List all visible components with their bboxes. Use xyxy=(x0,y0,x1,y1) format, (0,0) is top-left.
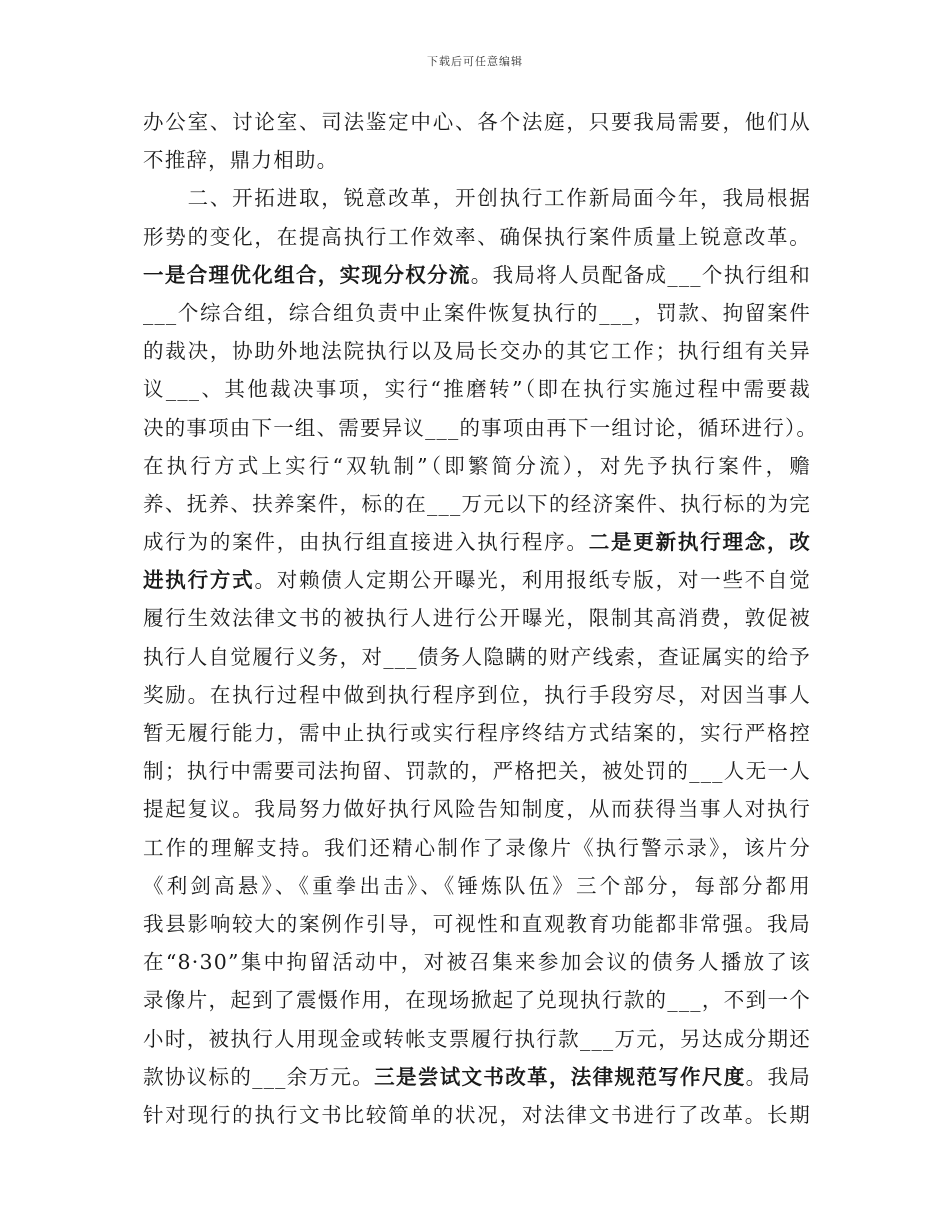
body-text-run: 履行生效法律文书的被执行人进行公开曝光，限制其高消费，敦促被 xyxy=(143,606,811,631)
text-line xyxy=(143,1058,811,1096)
body-text-run: 《利剑高悬》、《重拳出击》、《锤炼队伍》三个部分，每部分都用 xyxy=(143,873,811,898)
text-line xyxy=(143,905,811,943)
text-line xyxy=(143,1020,811,1058)
body-text-run: 在“8·30”集中拘留活动中，对被召集来参加会议的债务人播放了该 xyxy=(143,950,811,975)
text-line xyxy=(143,867,811,905)
body-text-run: 不推辞，鼎力相助。 xyxy=(143,148,339,173)
text-line xyxy=(143,1096,811,1134)
text-line xyxy=(143,599,811,637)
bold-heading-text: 二是更新执行理念，改 xyxy=(588,530,812,555)
body-text-run: 制；执行中需要司法拘留、罚款的，严格把关，被处罚的___人无一人 xyxy=(143,759,811,784)
body-text-run: 决的事项由下一组、需要异议___的事项由再下一组讨论，循环进行）。 xyxy=(143,415,819,440)
body-text-run: 在执行方式上实行“双轨制”（即繁简分流），对先予执行案件，赡 xyxy=(143,453,811,478)
body-text-run: 的裁决，协助外地法院执行以及局长交办的其它工作；执行组有关异 xyxy=(143,339,811,364)
text-line xyxy=(143,714,811,752)
text-line xyxy=(143,752,811,790)
body-text-run: 。对赖债人定期公开曝光，利用报纸专版，对一些不自觉 xyxy=(254,568,812,593)
body-text-run: 录像片，起到了震慑作用，在现场掀起了兑现执行款的___，不到一个 xyxy=(143,988,811,1013)
document-body xyxy=(143,103,819,1134)
text-line xyxy=(143,370,811,408)
text-line xyxy=(143,829,811,867)
body-text-run: 小时，被执行人用现金或转帐支票履行执行款___万元，另达成分期还 xyxy=(143,1026,811,1051)
body-text-run: 工作的理解支持。我们还精心制作了录像片《执行警示录》，该片分 xyxy=(143,835,811,860)
body-text-run: 针对现行的执行文书比较简单的状况，对法律文书进行了改革。长期 xyxy=(143,1102,811,1127)
text-line xyxy=(143,256,811,294)
body-text-run: 款协议标的___余万元。 xyxy=(143,1064,375,1089)
text-line xyxy=(143,103,811,141)
text-line xyxy=(143,485,811,523)
body-text-run: 。我局将人员配备成___个执行组和 xyxy=(470,262,811,287)
text-line xyxy=(143,981,811,1019)
body-text-run: 提起复议。我局努力做好执行风险告知制度，从而获得当事人对执行 xyxy=(143,797,811,822)
body-text-run: 办公室、讨论室、司法鉴定中心、各个法庭，只要我局需要，他们从 xyxy=(143,110,811,134)
body-text-run: 我县影响较大的案例作引导，可视性和直观教育功能都非常强。我局 xyxy=(143,911,811,936)
body-text-run: ___个综合组，综合组负责中止案件恢复执行的___，罚款、拘留案件 xyxy=(143,300,811,325)
body-text-run: 奖励。在执行过程中做到执行程序到位，执行手段穷尽，对因当事人 xyxy=(143,682,811,707)
text-line xyxy=(143,523,811,561)
body-text-run: 形势的变化，在提高执行工作效率、确保执行案件质量上锐意改革。 xyxy=(143,224,811,249)
text-line xyxy=(143,332,811,370)
body-text-run: 暂无履行能力，需中止执行或实行程序终结方式结案的，实行严格控 xyxy=(143,721,811,745)
bold-heading-text: 一是合理优化组合，实现分权分流 xyxy=(143,262,471,287)
text-line xyxy=(143,790,811,828)
text-line xyxy=(143,943,811,981)
body-text-run: 议___、其他裁决事项，实行“推磨转”（即在执行实施过程中需要裁 xyxy=(143,377,811,402)
text-line xyxy=(143,141,811,179)
text-line xyxy=(143,409,819,447)
body-text-run: 养、抚养、扶养案件，标的在___万元以下的经济案件、执行标的为完 xyxy=(143,491,811,516)
body-text-run: 二、开拓进取，锐意改革，开创执行工作新局面今年，我局根据 xyxy=(143,186,811,211)
page-header: 下载后可任意编辑 xyxy=(427,55,523,68)
text-line xyxy=(143,447,811,485)
bold-heading-text: 三是尝试文书改革，法律规范写作尺度 xyxy=(374,1064,746,1089)
text-line xyxy=(143,294,811,332)
text-line xyxy=(143,676,811,714)
text-line xyxy=(143,218,811,256)
body-text-run: 执行人自觉履行义务，对___债务人隐瞒的财产线索，查证属实的给予 xyxy=(143,644,811,669)
bold-heading-text: 进执行方式 xyxy=(143,568,255,593)
text-line xyxy=(143,179,811,217)
text-line xyxy=(143,638,811,676)
body-text-run: 。我局 xyxy=(745,1064,811,1089)
text-line xyxy=(143,561,811,599)
body-text-run: 成行为的案件，由执行组直接进入执行程序。 xyxy=(143,530,589,555)
